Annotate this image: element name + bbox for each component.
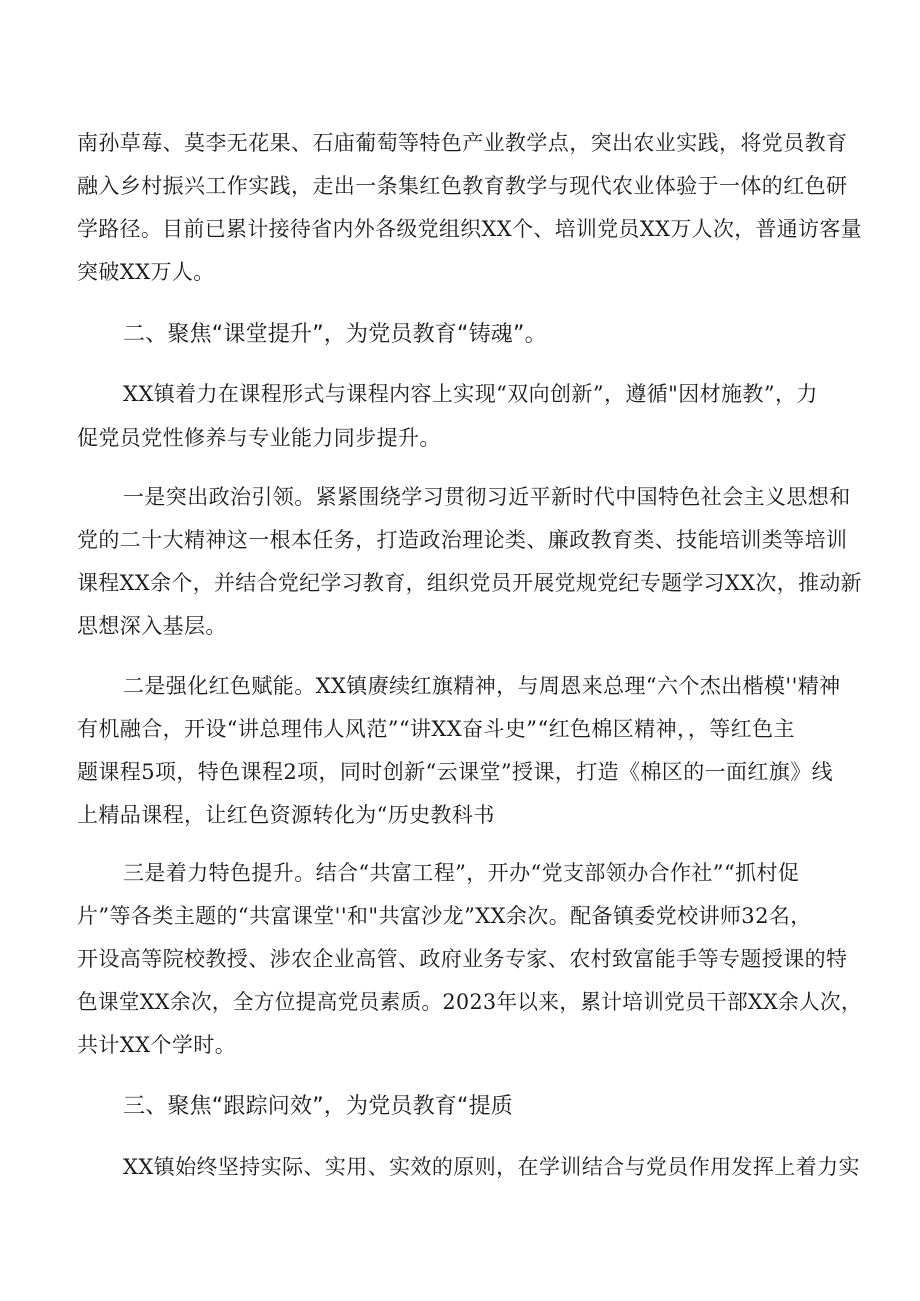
item-three-line: 片”等各类主题的“共富课堂''和"共富沙龙”XX余次。配备镇委党校讲师32名，: [77, 904, 812, 928]
item-three-line: 色课堂XX余次，全方位提高党员素质。2023年以来，累计培训党员干部XX余人次，: [77, 990, 862, 1014]
intro-paragraph-line: 学路径。目前已累计接待省内外各级党组织XX个、培训党员XX万人次，普通访客量: [77, 217, 862, 241]
section-two-heading: 二、聚焦“课堂提升”，为党员教育“铸魂”。: [123, 322, 547, 347]
item-three-line: 开设高等院校教授、涉农企业高管、政府业务专家、农村致富能手等专题授课的特: [77, 947, 848, 971]
section-three-intro-line: XX镇始终坚持实际、实用、实效的原则，在学训结合与党员作用发挥上着力实: [123, 1155, 860, 1179]
item-two-line: 上精品课程，让红色资源转化为“历史教科书: [77, 803, 495, 827]
item-three-line: 共计XX个学时。: [77, 1033, 237, 1057]
intro-paragraph-line: 融入乡村振兴工作实践，走出一条集红色教育教学与现代农业体验于一体的红色研: [77, 174, 848, 198]
section-two-intro-line: XX镇着力在课程形式与课程内容上实现“双向创新”，遵循"因材施教”，力: [123, 382, 818, 406]
item-one-line: 党的二十大精神这一根本任务，打造政治理论类、廉政教育类、技能培训类等培训: [77, 528, 848, 552]
item-one-line: 思想深入基层。: [77, 614, 227, 638]
item-three-line: 三是着力特色提升。结合“共富工程”，开办“党支部领办合作社”“抓村促: [123, 861, 800, 885]
section-three-heading: 三、聚焦“跟踪问效”，为党员教育“提质: [123, 1094, 513, 1119]
intro-paragraph-line: 南孙草莓、莫李无花果、石庙葡萄等特色产业教学点，突出农业实践，将党员教育: [77, 131, 848, 155]
intro-paragraph-line: 突破XX万人。: [77, 260, 215, 284]
item-one-line: 一是突出政治引领。紧紧围绕学习贯彻习近平新时代中国特色社会主义思想和: [123, 485, 851, 509]
item-two-line: 题课程5项，特色课程2项，同时创新“云课堂”授课，打造《棉区的一面红旗》线: [77, 760, 833, 784]
item-one-line: 课程XX余个，并结合党纪学习教育，组织党员开展党规党纪专题学习XX次，推动新: [77, 571, 862, 595]
item-two-line: 二是强化红色赋能。XX镇赓续红旗精神，与周恩来总理“六个杰出楷模''精神: [123, 674, 841, 698]
section-two-intro-line: 促党员党性修养与专业能力同步提升。: [77, 426, 441, 450]
item-two-line: 有机融合，开设“讲总理伟人风范”“讲XX奋斗史”“红色棉区精神，，等红色主: [77, 717, 795, 741]
